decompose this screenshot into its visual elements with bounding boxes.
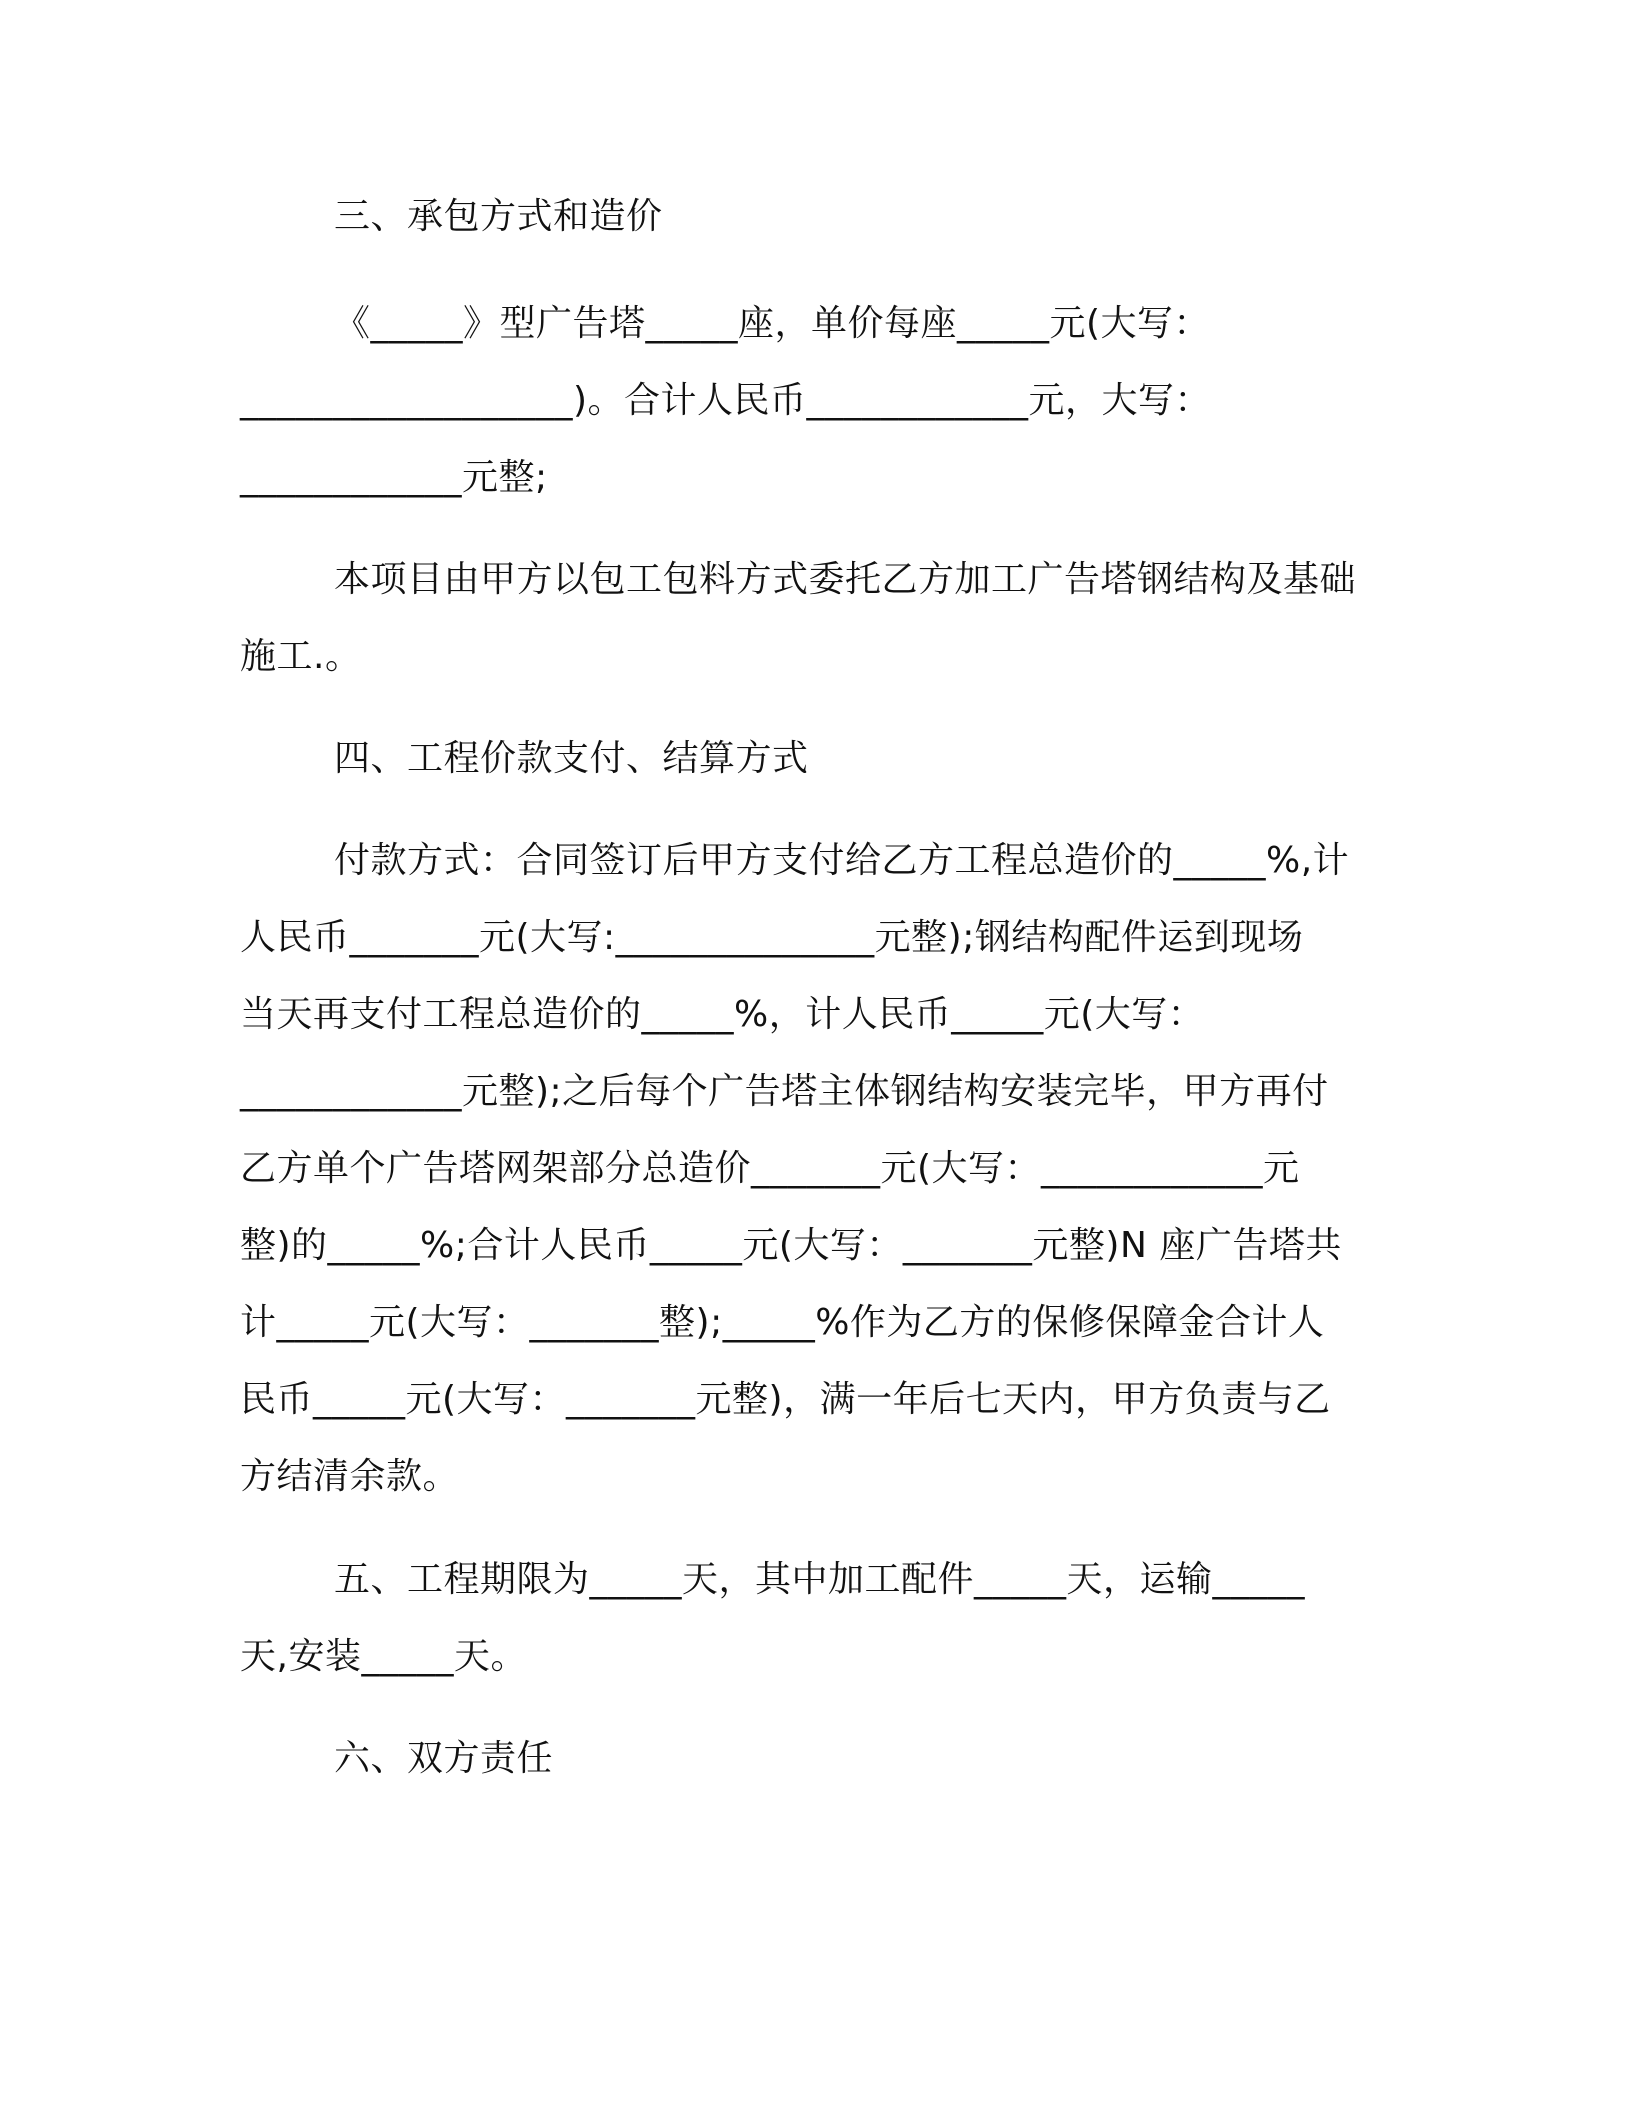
paragraph-line: 乙方单个广告塔网架部分总造价_______元(大写：____________元 bbox=[240, 1148, 1300, 1189]
paragraph-line: 《_____》型广告塔_____座，单价每座_____元(大写： bbox=[334, 303, 1211, 344]
paragraph-line: __________________)。合计人民币____________元，大写： bbox=[240, 380, 1212, 421]
paragraph-line: 计_____元(大写：_______整);_____%作为乙方的保修保障金合计人 bbox=[240, 1302, 1325, 1343]
paragraph-line: 施工.。 bbox=[240, 636, 362, 677]
paragraph-line: 人民币_______元(大写:______________元整);钢结构配件运到现场 bbox=[240, 917, 1304, 958]
paragraph-line: ____________元整; bbox=[240, 457, 548, 498]
section-heading-3: 三、承包方式和造价 bbox=[334, 196, 663, 237]
section-heading-4: 四、工程价款支付、结算方式 bbox=[334, 738, 809, 779]
paragraph-line: 当天再支付工程总造价的_____%，计人民币_____元(大写： bbox=[240, 994, 1205, 1035]
paragraph-line: 付款方式：合同签订后甲方支付给乙方工程总造价的_____%,计 bbox=[334, 840, 1350, 881]
paragraph-line: 整)的_____%;合计人民币_____元(大写：_______元整)N 座广告塔共 bbox=[240, 1225, 1342, 1266]
paragraph-line: ____________元整);之后每个广告塔主体钢结构安装完毕，甲方再付 bbox=[240, 1071, 1329, 1112]
section-heading-6: 六、双方责任 bbox=[334, 1738, 554, 1779]
paragraph-line: 民币_____元(大写：_______元整)，满一年后七天内，甲方负责与乙 bbox=[240, 1379, 1331, 1420]
paragraph-line: 五、工程期限为_____天，其中加工配件_____天，运输_____ bbox=[334, 1559, 1306, 1600]
paragraph-line: 天,安装_____天。 bbox=[240, 1636, 527, 1677]
paragraph-line: 方结清余款。 bbox=[240, 1456, 460, 1497]
paragraph-line: 本项目由甲方以包工包料方式委托乙方加工广告塔钢结构及基础 bbox=[334, 559, 1357, 600]
